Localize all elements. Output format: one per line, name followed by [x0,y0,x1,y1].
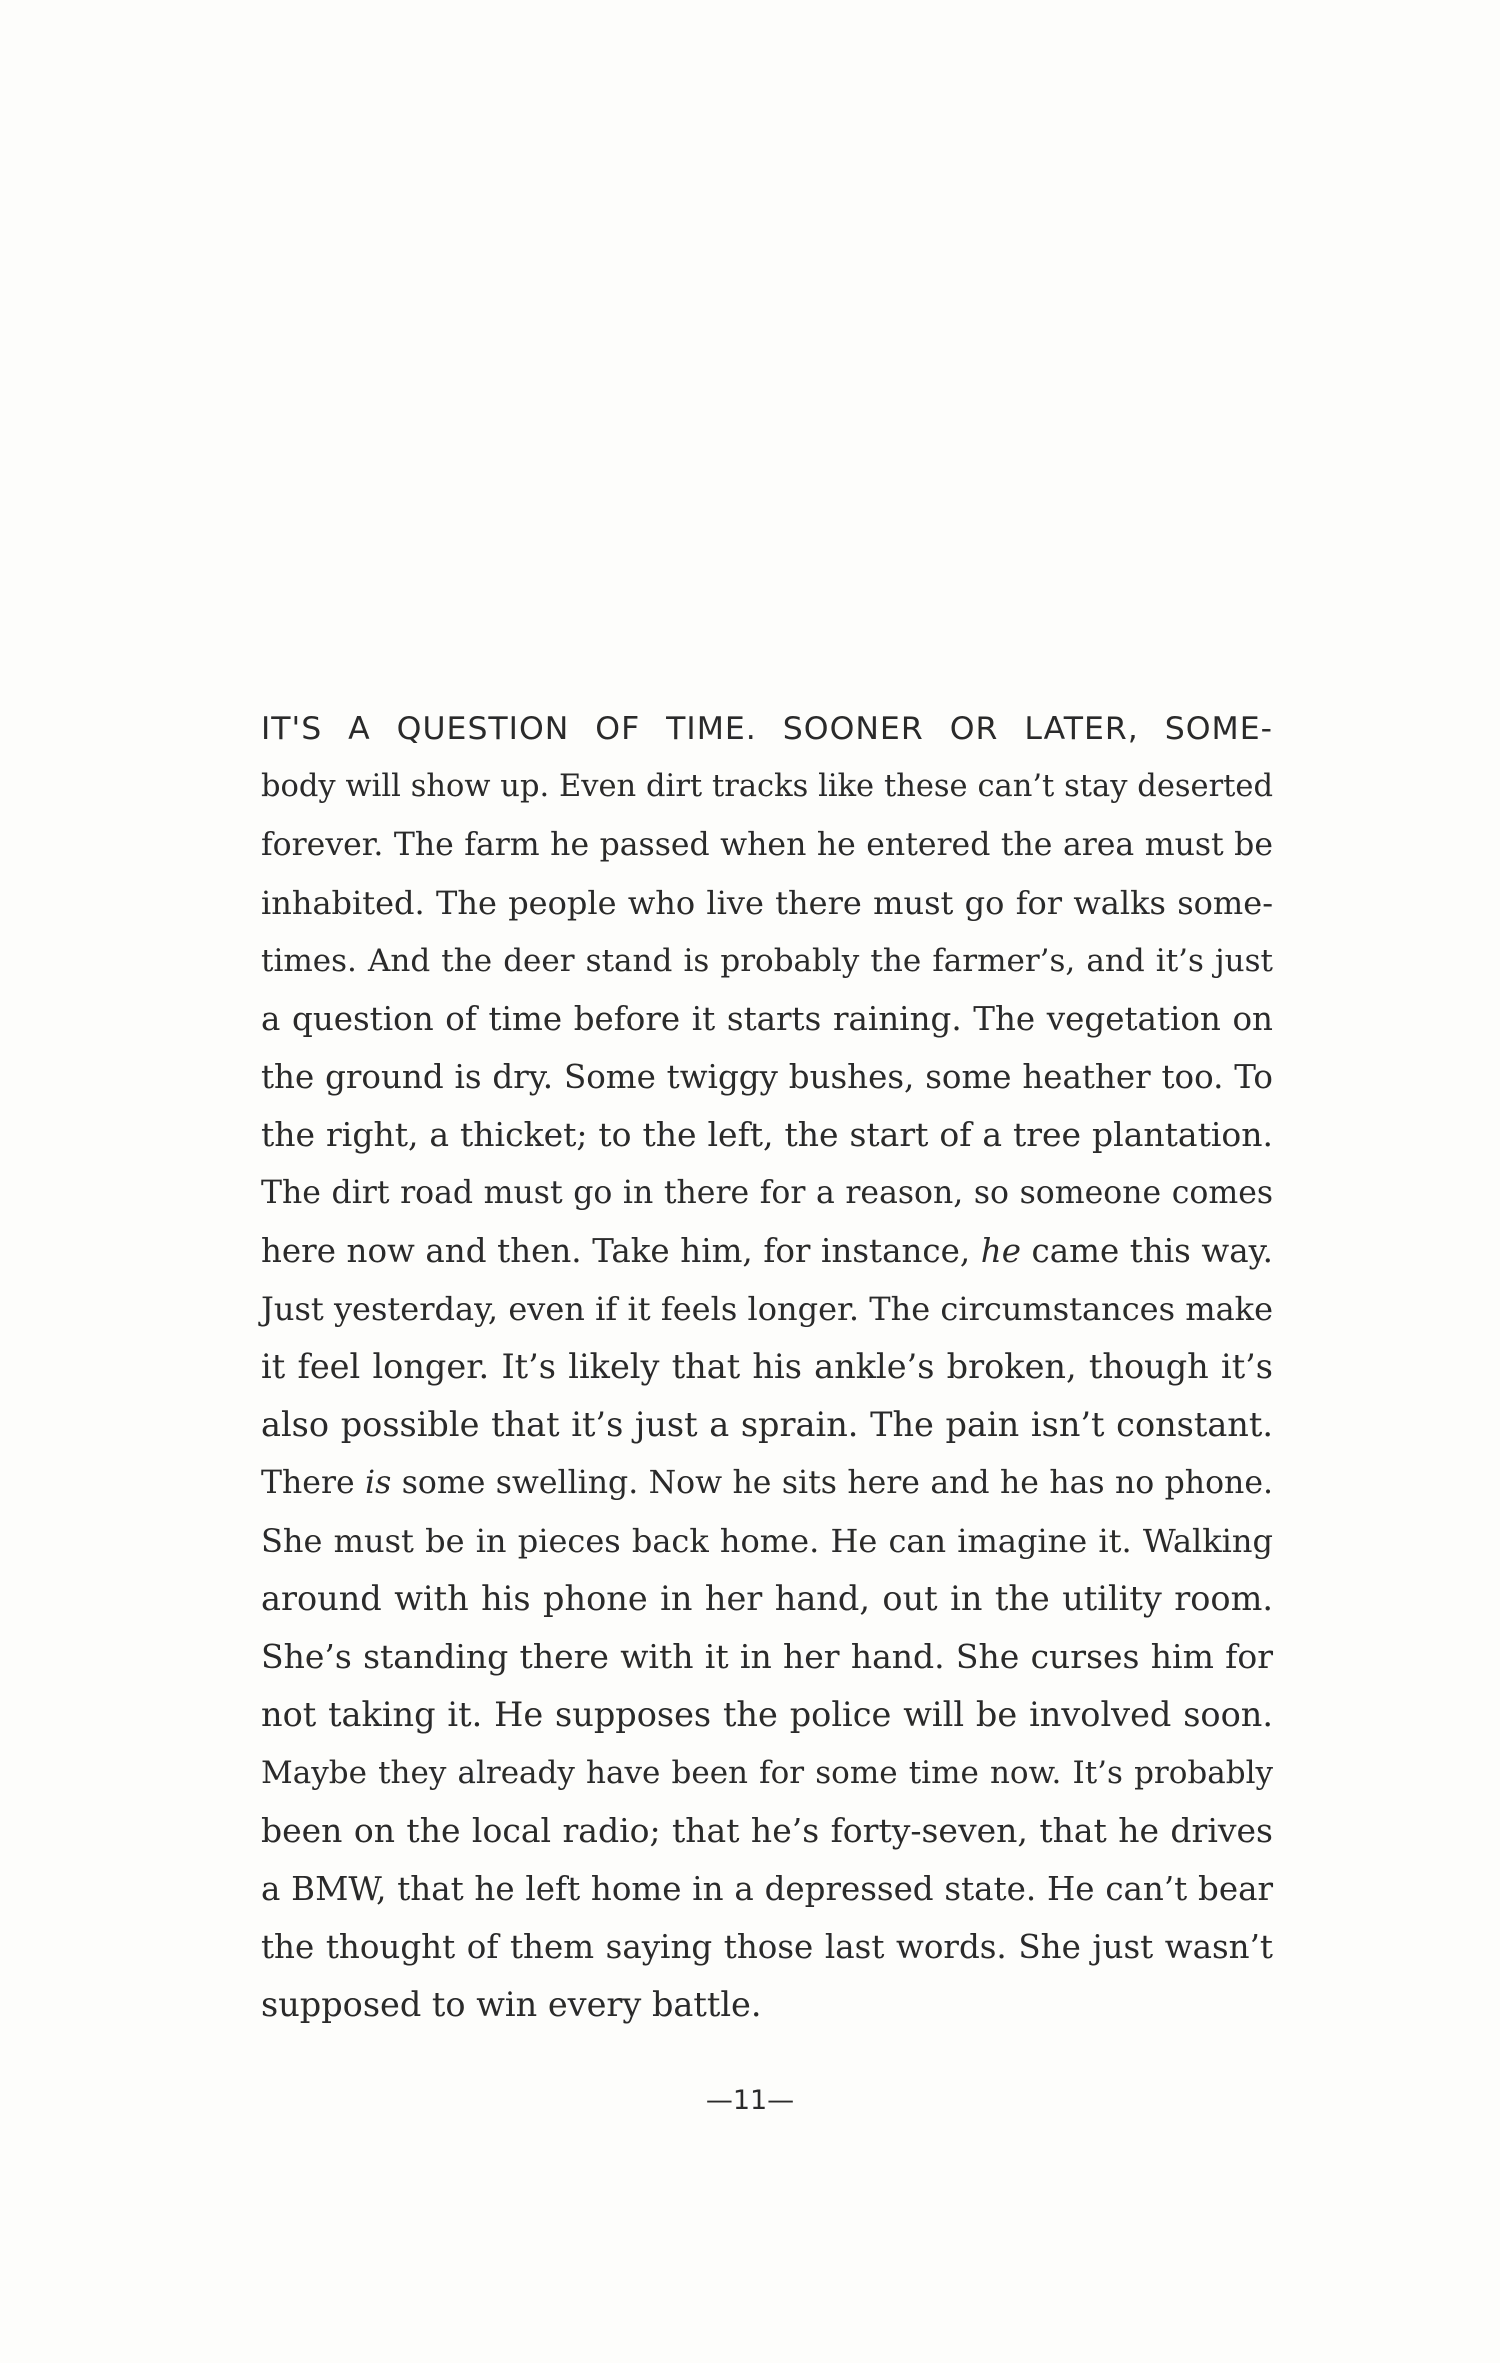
text-line: forever. The farm he passed when he entered the area must be [261,827,1273,863]
text-line: She’s standing there with it in her hand. She curses him for [261,1637,1273,1676]
emphasis-word: is [365,1465,392,1501]
text-line: a BMW, that he left home in a depressed state. He can’t bear [261,1870,1273,1908]
text-line: also possible that it’s just a sprain. The pain isn’t constant. [261,1405,1273,1444]
text-line: Maybe they already have been for some time now. It’s probably [261,1755,1273,1791]
text-line: inhabited. The people who live there must go for walks some- [261,884,1273,922]
page-number: —11— [705,2085,795,2116]
text-line: The dirt road must go in there for a reason, so someone comes [261,1175,1273,1211]
opening-line: IT'S A QUESTION OF TIME. SOONER OR LATER, SOME- [261,711,1273,747]
text-line: She must be in pieces back home. He can imagine it. Walking [261,1522,1273,1560]
body-text [261,700,1273,2034]
text-line: There is some swelling. Now he sits here and he has no phone. [261,1465,1273,1501]
text-line: not taking it. He supposes the police will be involved soon. [261,1695,1273,1734]
text-line: supposed to win every battle. [261,1985,762,2024]
text-line: been on the local radio; that he’s forty-seven, that he drives [261,1811,1273,1850]
text-line: the thought of them saying those last words. She just wasn’t [261,1928,1273,1966]
text-line: times. And the deer stand is probably the farmer’s, and it’s just [261,943,1273,979]
text-line: it feel longer. It’s likely that his ankle’s broken, though it’s [261,1347,1273,1386]
text-line: here now and then. Take him, for instance, he came this way. [261,1232,1273,1270]
text-line: the right, a thicket; to the left, the start of a tree plantation. [261,1115,1273,1154]
text-line: Just yesterday, even if it feels longer. The circumstances make [261,1290,1273,1328]
text-line: a question of time before it starts raining. The vegetation on [261,1000,1273,1038]
text-line: body will show up. Even dirt tracks like these can’t stay deserted [261,769,1273,804]
emphasis-word: he [980,1232,1021,1270]
text-line: around with his phone in her hand, out in the utility room. [261,1579,1273,1618]
text-line: the ground is dry. Some twiggy bushes, some heather too. To [261,1058,1273,1096]
